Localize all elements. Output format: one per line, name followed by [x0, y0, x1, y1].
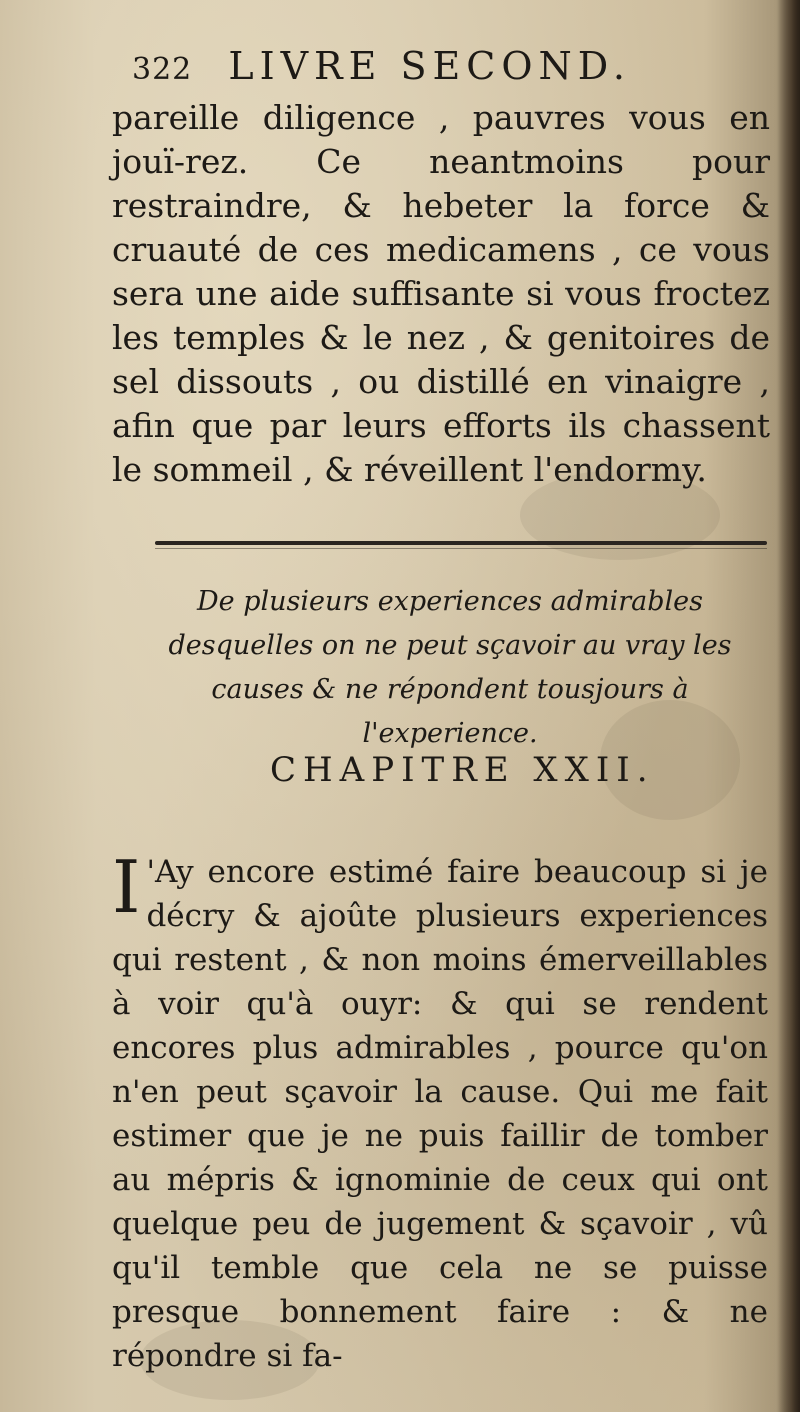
book-section-title: LIVRE SECOND. — [228, 44, 631, 88]
running-head — [132, 44, 631, 88]
paragraph-continued: pareille diligence , pauvres vous en jouï-rez. Ce neantmoins pour restraindre, & hebeter la force & cruauté de ces medicamens , ce vous sera une aide suffisante si vous froctez les temples & le nez , & genitoires de sel dissouts , ou distillé en vinaigre , afin que par leurs efforts ils chassent le sommeil , & réveillent l'endormy. — [112, 98, 770, 489]
page-edge-shadow — [778, 0, 800, 1412]
chapter-summary: De plusieurs experiences admirables desquelles on ne peut sçavoir au vray les causes & ne répondent tousjours à l'experience. — [168, 586, 732, 749]
drop-cap: I — [112, 845, 141, 929]
paragraph-text: 'Ay encore estimé faire beaucoup si je décry & ajoûte plusieurs experiences qui restent , & non moins émerveillables à voir qu'à ouyr: & qui se rendent encores plus admirables , pource qu'on n'en peut sçavoir la cause. Qui me fait estimer que je ne puis faillir de tomber au mépris & ignominie de ceux qui ont quelque peu de jugement & sçavoir , vû qu'il temble que cela ne se puisse presque bonnement faire : & ne répondre si fa- — [112, 854, 768, 1374]
section-divider — [155, 541, 767, 545]
chapter-opening-paragraph — [112, 845, 768, 1378]
page-number: 322 — [132, 52, 193, 87]
chapter-heading: CHAPITRE XXII. — [270, 750, 655, 790]
